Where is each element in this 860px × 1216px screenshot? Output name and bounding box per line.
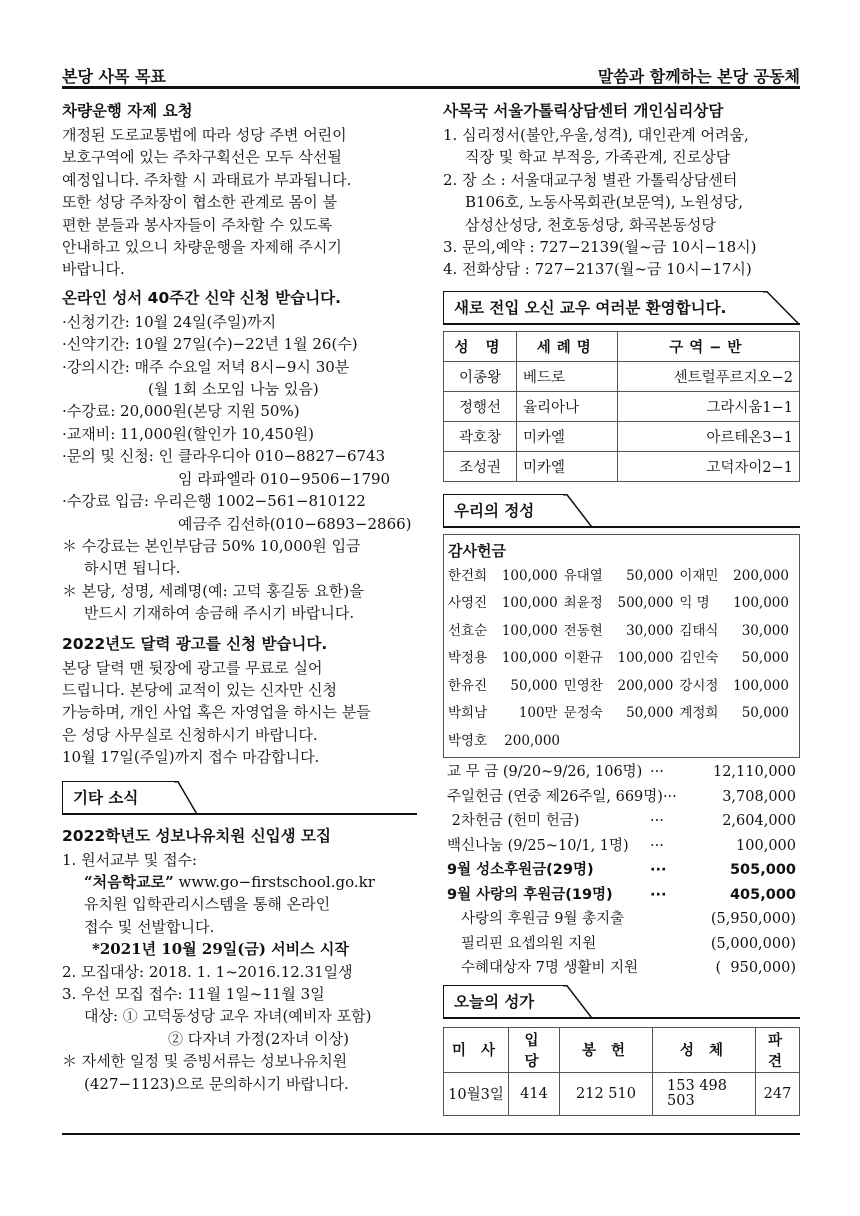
bible-line: ·교재비: 11,000원(할인가 10,450원): [62, 424, 314, 443]
kinder-site-url: www.go−firstschool.go.kr: [173, 872, 375, 891]
mass-header: 미 사: [444, 1027, 509, 1072]
welcome-header: 구역−반: [617, 331, 799, 361]
bible-note: 하시면 됩니다.: [84, 559, 181, 578]
donation-amount: 50,000: [741, 705, 789, 722]
donor-name: 사영진: [448, 595, 488, 612]
donor-name: 한건희: [448, 567, 488, 584]
page-header: [62, 58, 800, 88]
bible-line: 임 라파엘라 010−9506−1790: [178, 469, 391, 488]
gift-box: [443, 534, 800, 759]
offering-value: 405,000: [729, 886, 796, 903]
offering-dots: ···: [650, 813, 664, 830]
offering-label: 주일헌금 (연중 제26주일, 669명): [447, 788, 663, 805]
gift-row: [448, 563, 795, 591]
calendar-line: 드립니다. 본당에 교적이 있는 신자만 신청: [62, 680, 337, 699]
donor-name: 김태식: [679, 622, 719, 639]
donation-amount: 30,000: [741, 622, 789, 639]
donor-name: 민영찬: [563, 677, 603, 694]
offering-dots: ···: [650, 764, 664, 781]
donation-amount: 100,000: [617, 650, 674, 667]
offering-value: 100,000: [736, 837, 796, 854]
tab-base-line: [443, 323, 800, 325]
offering-label: 백신나눔 (9/25~10/1, 1명): [447, 837, 629, 854]
table-row: [444, 391, 800, 421]
bible-line: ·수강료: 20,000원(본당 지원 50%): [62, 402, 300, 421]
mass-header: 파 견: [756, 1027, 800, 1072]
header-rule: [62, 86, 800, 89]
header-left: 본당 사목 목표: [62, 67, 166, 86]
tab-corner-shape: [563, 494, 593, 528]
counsel-line: 직장 및 학교 부적응, 가족관계, 진로상담: [465, 148, 731, 167]
welcome-cell: 미카엘: [517, 451, 618, 481]
table-row: [444, 451, 800, 481]
bible-line: ·신청기간: 10월 24일(주일)까지: [62, 312, 277, 331]
support-value: (5,000,000): [710, 935, 796, 952]
offering-tab: [443, 494, 593, 528]
gift-row: [448, 700, 795, 728]
mass-cell: 414: [509, 1072, 560, 1115]
donor-name: 최윤정: [563, 595, 603, 612]
welcome-cell: 고덕자이2−1: [617, 451, 799, 481]
donor-name: 박영호: [448, 732, 488, 749]
welcome-cell: 율리아나: [517, 391, 618, 421]
support-row: [447, 907, 796, 932]
kinder-line: 대상: ① 고덕동성당 교우 자녀(예비자 포함): [84, 1007, 372, 1026]
offering-dots: ···: [650, 886, 667, 903]
gift-list: [448, 563, 795, 756]
mass-cell: 247: [756, 1072, 800, 1115]
support-label: 사랑의 후원금 9월 총지출: [461, 911, 625, 928]
donation-amount: 50,000: [626, 705, 674, 722]
mass-header: 성 체: [653, 1027, 756, 1072]
bible-line: ·수강료 입금: 우리은행 1002−561−810122: [62, 492, 366, 511]
offering-label: 교 무 금 (9/20~9/26, 106명): [447, 764, 643, 781]
car-line: 편한 분들과 봉사자들이 주차할 수 있도록: [62, 215, 333, 234]
kinder-line: 2. 모집대상: 2018. 1. 1~2016.12.31일생: [62, 962, 353, 981]
welcome-cell: 미카엘: [517, 421, 618, 451]
tab-corner-shape: [763, 291, 800, 325]
kinder-line: *2021년 10월 29일(금) 서비스 시작: [92, 940, 349, 959]
gift-row: [448, 728, 795, 756]
welcome-cell: 이종왕: [444, 361, 517, 391]
welcome-cell: 아르테온3−1: [617, 421, 799, 451]
car-line: 개정된 도로교통법에 따라 성당 주변 어린이: [62, 126, 347, 144]
donation-amount: 100,000: [501, 567, 558, 584]
mass-tab: [443, 985, 593, 1019]
mass-header: 입 당: [509, 1027, 560, 1072]
donation-amount: 200,000: [617, 677, 674, 694]
calendar-line: 10월 17일(주일)까지 접수 마감합니다.: [62, 748, 320, 767]
tab-corner-shape: [174, 781, 198, 815]
table-row: [444, 421, 800, 451]
calendar-line: 은 성당 사무실로 신청하시기 바랍니다.: [62, 725, 318, 744]
tab-corner-shape: [563, 985, 593, 1019]
bible-line: (월 1회 소모임 나눔 있음): [148, 380, 319, 399]
donor-name: 이환규: [563, 650, 603, 667]
footer-rule: [62, 1133, 800, 1135]
kinder-site-name: “처음학교로”: [84, 872, 174, 891]
bible-line: ·강의시간: 매주 수요일 저녁 8시−9시 30분: [62, 357, 350, 376]
mass-header: 봉 헌: [560, 1027, 653, 1072]
donation-amount: 200,000: [733, 567, 789, 584]
table-row: [444, 361, 800, 391]
donor-name: 유대열: [563, 567, 603, 584]
welcome-table: [443, 331, 800, 482]
support-value: ( 950,000): [715, 960, 796, 977]
counsel-line: 3. 문의,예약 : 727−2139(월~금 10시−18시): [443, 238, 757, 257]
counsel-line: 4. 전화상담 : 727−2137(월~금 10시−17시): [443, 260, 752, 279]
bible-note: 반드시 기재하여 송금해 주시기 바랍니다.: [84, 604, 355, 623]
donor-name: 이재민: [679, 567, 719, 584]
support-label: 수혜대상자 7명 생활비 지원: [461, 960, 639, 977]
kinder-line: [62, 871, 418, 893]
offering-dots: ···: [650, 837, 664, 854]
welcome-cell: 정행선: [444, 391, 517, 421]
offering-row: [447, 785, 796, 810]
mass-cell: 10월3일: [444, 1072, 509, 1115]
counsel-title: 사목국 서울가톨릭상담센터 개인심리상담: [443, 102, 724, 120]
donation-amount: 30,000: [626, 622, 674, 639]
support-row: [447, 932, 796, 957]
donation-amount: 50,000: [741, 650, 789, 667]
bible-line: ·신약기간: 10월 27일(수)−22년 1월 26(수): [62, 335, 358, 354]
offering-label: 2차헌금 (헌미 헌금): [447, 813, 580, 830]
car-line: 안내하고 있으니 차량운행을 자제해 주시기: [62, 238, 342, 257]
donor-name: 익 명: [679, 595, 710, 612]
counsel-line: 삼성산성당, 천호동성당, 화곡본동성당: [465, 215, 716, 234]
left-column: [62, 96, 418, 1095]
bible-title: 온라인 성서 40주간 신약 신청 받습니다.: [62, 288, 342, 307]
kinder-line: 1. 원서교부 및 접수:: [62, 850, 198, 869]
welcome-cell: 그라시움1−1: [617, 391, 799, 421]
offering-row: [447, 858, 796, 883]
counsel-line: B106호, 노동사목회관(보문역), 노원성당,: [465, 193, 744, 212]
offering-value: 2,604,000: [722, 813, 796, 830]
donation-amount: 50,000: [626, 567, 674, 584]
calendar-title: 2022년도 달력 광고를 신청 받습니다.: [62, 634, 328, 653]
donation-amount: 50,000: [510, 677, 558, 694]
bible-line: 예금주 김선하(010−6893−2866): [178, 514, 412, 533]
welcome-tab: [443, 291, 800, 325]
calendar-line: 본당 달력 맨 뒷장에 광고를 무료로 실어: [62, 658, 323, 677]
donation-amount: 500,000: [617, 595, 674, 612]
gift-title: 감사헌금: [448, 541, 506, 560]
kinder-line: ② 다자녀 가정(2자녀 이상): [168, 1029, 349, 1048]
support-summary: [443, 907, 800, 981]
car-line: 바랍니다.: [62, 260, 125, 279]
tab-base-line: [443, 526, 800, 528]
donation-amount: 100,000: [733, 595, 789, 612]
donation-amount: 100,000: [501, 595, 558, 612]
donor-name: 박정용: [448, 650, 488, 667]
mass-cell: 212 510: [560, 1072, 653, 1115]
offering-row: [447, 809, 796, 834]
mass-table: [443, 1027, 800, 1116]
gift-row: [448, 673, 795, 701]
offering-value: 12,110,000: [712, 764, 796, 781]
misc-tab: [62, 781, 197, 815]
offering-value: 3,708,000: [722, 788, 796, 805]
gift-row: [448, 645, 795, 673]
donor-name: 김인숙: [679, 650, 719, 667]
kinder-line: ＊ 자세한 일정 및 증빙서류는 성보나유치원: [62, 1052, 348, 1071]
gift-row: [448, 590, 795, 618]
welcome-header: 세례명: [517, 331, 618, 361]
donor-name: 전동현: [563, 622, 603, 639]
donor-name: 계정희: [679, 705, 719, 722]
kinder-line: 3. 우선 모집 접수: 11월 1일~11월 3일: [62, 985, 325, 1003]
offering-summary: [443, 758, 800, 907]
offering-label: 9월 성소후원금(29명): [447, 862, 594, 879]
tab-base-line: [62, 813, 417, 815]
kinder-line: 유치원 입학관리시스템을 통해 온라인: [84, 895, 331, 914]
offering-dots: ···: [650, 862, 667, 879]
car-line: 예정입니다. 주차할 시 과태료가 부과됩니다.: [62, 170, 352, 189]
donation-amount: 100,000: [501, 650, 558, 667]
welcome-header: 성 명: [444, 331, 517, 361]
bible-note: ＊ 본당, 성명, 세례명(예: 고덕 홍길동 요한)을: [62, 581, 364, 600]
gift-row: [448, 618, 795, 646]
mass-tab-label: 오늘의 성가: [443, 985, 564, 1019]
header-right: 말씀과 함께하는 본당 공동체: [597, 67, 800, 86]
bible-note: ＊ 수강료는 본인부담금 50% 10,000원 입금: [62, 536, 361, 555]
tab-base-line: [443, 1017, 800, 1019]
offering-label: 9월 사랑의 후원금(19명): [447, 886, 613, 903]
support-label: 필리핀 요셉의원 지원: [461, 935, 597, 952]
bible-line: ·문의 및 신청: 인 클라우디아 010−8827−6743: [62, 447, 386, 466]
car-line: 보호구역에 있는 주차구획선은 모두 삭선될: [62, 148, 342, 167]
kinder-line: (427−1123)으로 문의하시기 바랍니다.: [84, 1074, 349, 1093]
donation-amount: 200,000: [504, 732, 560, 749]
donor-name: 박희남: [448, 705, 488, 722]
welcome-cell: 조성권: [444, 451, 517, 481]
welcome-cell: 곽호창: [444, 421, 517, 451]
right-column: [443, 96, 800, 1116]
donation-amount: 100,000: [733, 677, 789, 694]
misc-tab-label: 기타 소식: [62, 781, 175, 815]
offering-row: [447, 834, 796, 859]
donor-name: 한유진: [448, 677, 488, 694]
welcome-cell: 베드로: [517, 361, 618, 391]
calendar-body: [62, 657, 418, 769]
welcome-cell: 센트럴푸르지오−2: [617, 361, 799, 391]
welcome-tab-label: 새로 전입 오신 교우 여러분 환영합니다.: [443, 291, 764, 325]
offering-row: [447, 760, 796, 785]
car-title: 차량운행 자제 요청: [62, 102, 193, 120]
mass-cell: 153 498 503: [653, 1072, 756, 1115]
counsel-line: 1. 심리정서(불안,우울,성격), 대인관계 어려움,: [443, 126, 749, 144]
offering-row: [447, 883, 796, 908]
donation-amount: 100만: [518, 705, 558, 722]
donor-name: 강시정: [679, 677, 719, 694]
offering-dots: ···: [662, 788, 677, 805]
support-row: [447, 956, 796, 981]
calendar-line: 가능하며, 개인 사업 혹은 자영업을 하시는 분들: [62, 703, 371, 722]
offering-value: 505,000: [729, 862, 796, 879]
donation-amount: 100,000: [501, 622, 558, 639]
kinder-title: 2022학년도 성보나유치원 신입생 모집: [62, 826, 331, 845]
car-line: 또한 성당 주차장이 협소한 관계로 몸이 불: [62, 193, 337, 212]
kinder-line: 접수 및 선발합니다.: [84, 917, 215, 936]
donor-name: 문정숙: [563, 705, 603, 722]
support-value: (5,950,000): [710, 911, 796, 928]
offering-tab-label: 우리의 정성: [443, 494, 564, 528]
counsel-line: 2. 장 소 : 서울대교구청 별관 가톨릭상담센터: [443, 170, 738, 189]
car-body: [62, 124, 418, 281]
donor-name: 선효순: [448, 622, 488, 639]
